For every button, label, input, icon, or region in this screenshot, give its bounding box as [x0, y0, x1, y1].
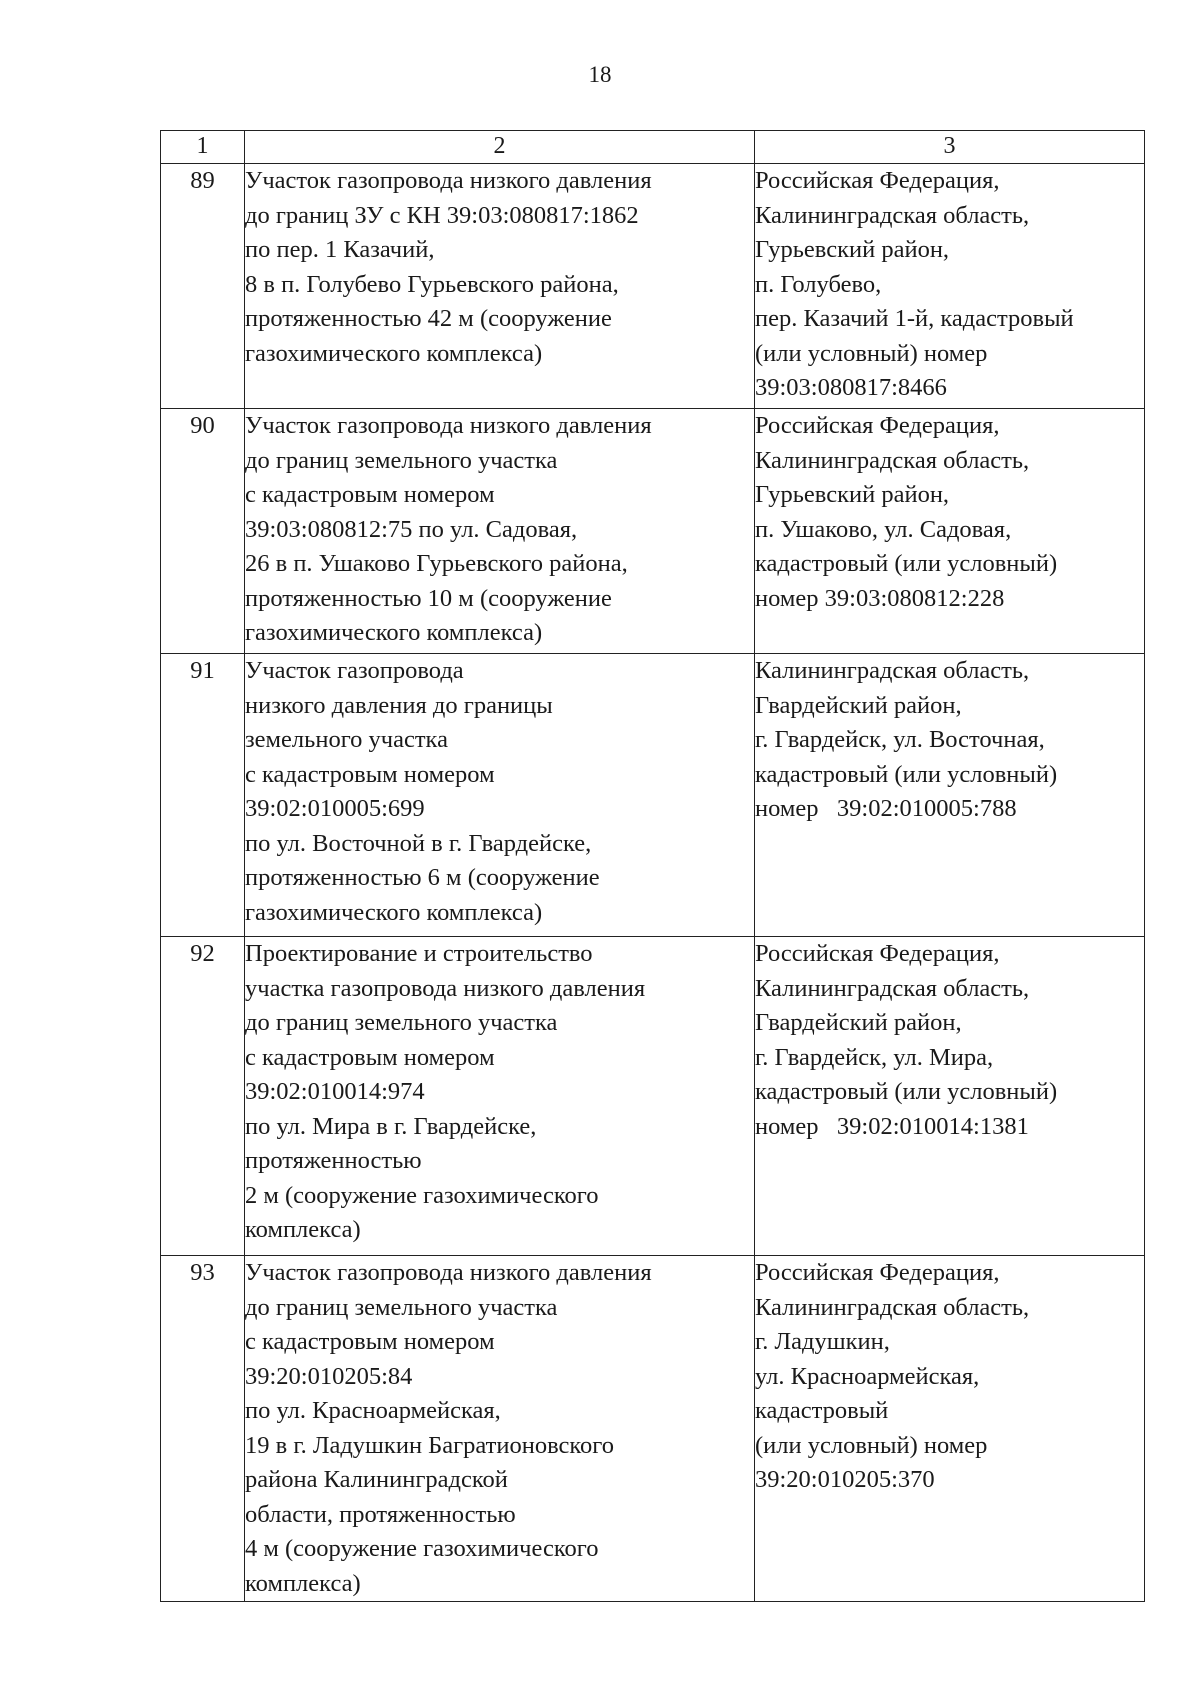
description-line: 8 в п. Голубево Гурьевского района,: [245, 270, 619, 298]
row-number: 93: [161, 1256, 245, 1602]
description-line: 26 в п. Ушаково Гурьевского района,: [245, 550, 628, 577]
address-line: кадастровый: [755, 1397, 889, 1424]
description-line: до границ земельного участка: [245, 446, 558, 474]
address-line: п. Голубево,: [755, 270, 882, 298]
description-line: протяженностью 6 м (сооружение: [245, 864, 600, 891]
address-line: (или условный) номер: [755, 1431, 988, 1459]
table-header-row: [161, 131, 1145, 164]
description-line: земельного участка: [245, 726, 448, 753]
object-description: [245, 164, 755, 409]
object-address: [755, 654, 1145, 937]
description-line: с кадастровым номером: [245, 1328, 495, 1355]
description-line: по пер. 1 Казачий,: [245, 236, 435, 263]
page-number: 18: [588, 62, 612, 87]
description-line: области, протяженностью: [245, 1500, 516, 1528]
object-description: [245, 937, 755, 1256]
object-description: [245, 654, 755, 937]
row-number: 91: [161, 654, 245, 937]
document-table: [160, 130, 1145, 1602]
description-line: Участок газопровода низкого давления: [245, 1259, 652, 1286]
description-line: Участок газопровода низкого давления: [245, 167, 652, 194]
description-line: 4 м (сооружение газохимического: [245, 1535, 599, 1562]
description-line: до границ ЗУ с КН 39:03:080817:1862: [245, 201, 639, 229]
description-line: протяженностью: [245, 1147, 422, 1174]
description-line: по ул. Восточной в г. Гвардейске,: [245, 829, 592, 857]
address-line: г. Гвардейск, ул. Восточная,: [755, 726, 1045, 753]
address-line: Гурьевский район,: [755, 236, 950, 263]
row-number: 89: [161, 164, 245, 409]
description-line: 39:02:010005:699: [245, 795, 425, 822]
description-line: комплекса): [245, 1569, 361, 1597]
address-line: Гурьевский район,: [755, 481, 950, 508]
description-line: 39:03:080812:75 по ул. Садовая,: [245, 515, 578, 543]
description-line: низкого давления до границы: [245, 691, 553, 719]
description-line: по ул. Красноармейская,: [245, 1397, 501, 1424]
table-row: [161, 164, 1145, 409]
address-line: г. Гвардейск, ул. Мира,: [755, 1043, 994, 1071]
description-line: протяженностью 42 м (сооружение: [245, 305, 612, 332]
column-header-3: 3: [755, 131, 1145, 164]
description-line: газохимического комплекса): [245, 898, 543, 926]
object-address: [755, 164, 1145, 409]
address-line: кадастровый (или условный): [755, 550, 1058, 577]
address-line: Российская Федерация,: [755, 1259, 1000, 1286]
address-line: 39:20:010205:370: [755, 1466, 935, 1493]
description-line: Участок газопровода низкого давления: [245, 412, 652, 439]
column-header-1: 1: [161, 131, 245, 164]
object-address: [755, 1256, 1145, 1602]
address-line: Российская Федерация,: [755, 940, 1000, 967]
address-line: Калининградская область,: [755, 446, 1030, 474]
table-row: [161, 1256, 1145, 1602]
object-description: [245, 409, 755, 654]
description-line: участка газопровода низкого давления: [245, 974, 646, 1002]
address-line: Гвардейский район,: [755, 1009, 962, 1036]
description-line: 2 м (сооружение газохимического: [245, 1181, 599, 1209]
address-line: пер. Казачий 1-й, кадастровый: [755, 305, 1074, 332]
address-line: Калининградская область,: [755, 974, 1030, 1002]
row-number: 90: [161, 409, 245, 654]
address-line: номер 39:02:010014:1381: [755, 1112, 1029, 1140]
address-line: ул. Красноармейская,: [755, 1362, 980, 1390]
address-line: п. Ушаково, ул. Садовая,: [755, 515, 1012, 543]
description-line: 39:20:010205:84: [245, 1362, 413, 1390]
description-line: комплекса): [245, 1216, 361, 1243]
object-address: [755, 409, 1145, 654]
address-line: кадастровый (или условный): [755, 1078, 1058, 1105]
object-description: [245, 1256, 755, 1602]
address-line: Калининградская область,: [755, 1293, 1030, 1321]
address-line: Российская Федерация,: [755, 167, 1000, 194]
address-line: Гвардейский район,: [755, 691, 962, 719]
description-line: с кадастровым номером: [245, 760, 495, 788]
address-line: Калининградская область,: [755, 657, 1030, 684]
address-line: номер 39:02:010005:788: [755, 795, 1017, 822]
address-line: (или условный) номер: [755, 339, 988, 367]
table-row: [161, 654, 1145, 937]
description-line: до границ земельного участка: [245, 1009, 558, 1036]
description-line: газохимического комплекса): [245, 619, 543, 646]
description-line: района Калининградской: [245, 1466, 508, 1493]
description-line: Проектирование и строительство: [245, 940, 593, 967]
address-line: номер 39:03:080812:228: [755, 584, 1005, 612]
description-line: с кадастровым номером: [245, 481, 495, 508]
description-line: до границ земельного участка: [245, 1293, 558, 1321]
description-line: Участок газопровода: [245, 657, 464, 684]
address-line: г. Ладушкин,: [755, 1328, 890, 1355]
column-header-2: 2: [245, 131, 755, 164]
object-address: [755, 937, 1145, 1256]
address-line: Калининградская область,: [755, 201, 1030, 229]
address-line: кадастровый (или условный): [755, 760, 1058, 788]
row-number: 92: [161, 937, 245, 1256]
address-line: Российская Федерация,: [755, 412, 1000, 439]
address-line: 39:03:080817:8466: [755, 374, 947, 401]
description-line: с кадастровым номером: [245, 1043, 495, 1071]
description-line: 39:02:010014:974: [245, 1078, 425, 1105]
table-row: [161, 409, 1145, 654]
description-line: 19 в г. Ладушкин Багратионовского: [245, 1431, 614, 1459]
table-row: [161, 937, 1145, 1256]
description-line: по ул. Мира в г. Гвардейске,: [245, 1112, 537, 1140]
description-line: протяженностью 10 м (сооружение: [245, 584, 612, 612]
description-line: газохимического комплекса): [245, 339, 543, 367]
